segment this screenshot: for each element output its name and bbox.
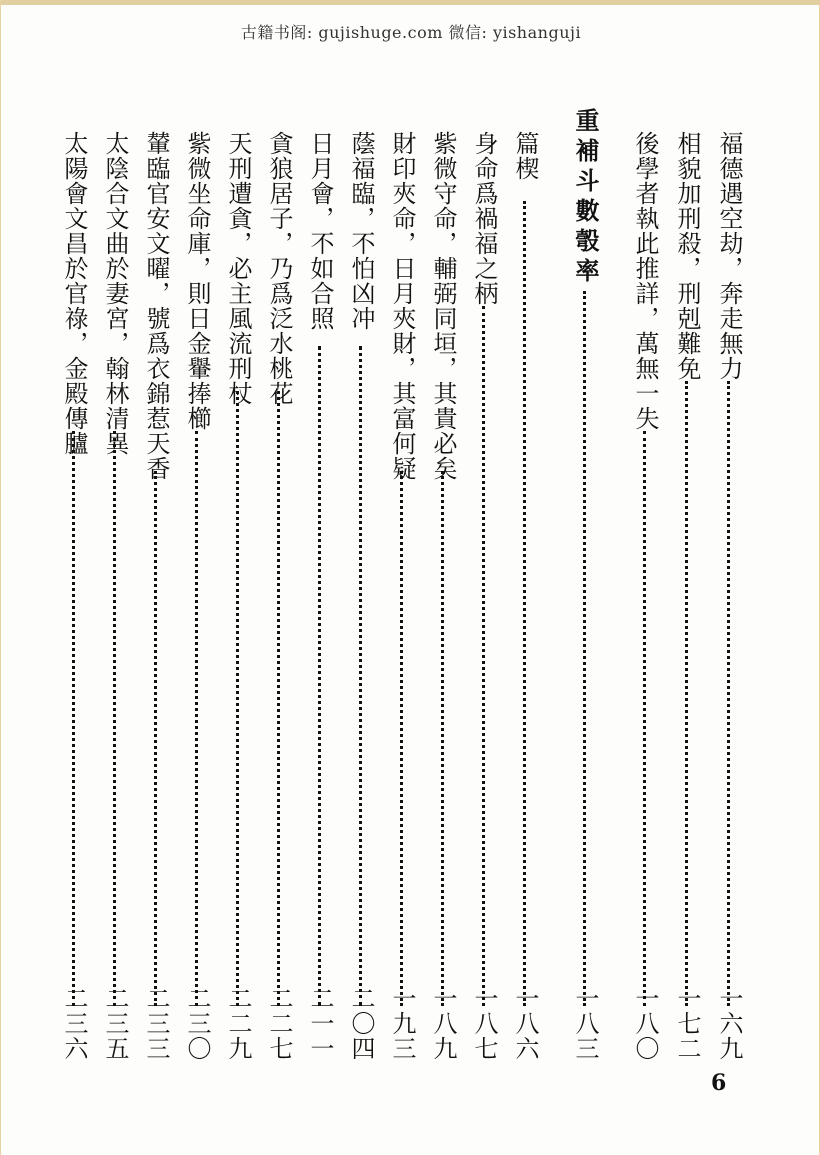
entry-page-number: 二二九 xyxy=(224,986,252,1061)
leader-dots xyxy=(277,391,280,1006)
leader-dots xyxy=(523,201,526,1006)
toc-entry xyxy=(303,131,337,1061)
entry-page-number: 二三六 xyxy=(60,986,88,1061)
leader-dots xyxy=(113,431,116,1006)
leader-dots xyxy=(195,431,198,1006)
toc-entry xyxy=(712,131,746,1061)
entry-title: 福德遇空劫，奔走無力 xyxy=(715,131,743,381)
entry-title: 紫微坐命庫，則日金轝捧櫛 xyxy=(183,131,211,431)
toc-entry xyxy=(180,131,214,1061)
entry-page-number: 一八〇 xyxy=(631,986,659,1061)
leader-dots xyxy=(359,346,362,1006)
entry-title: 貪狼居子，乃爲泛水桃花 xyxy=(265,131,293,406)
toc-entry xyxy=(467,131,501,1061)
entry-page-number: 一六九 xyxy=(715,986,743,1061)
toc-entry xyxy=(139,131,173,1061)
toc-entry xyxy=(508,131,542,1061)
toc-heading xyxy=(568,108,602,1061)
entry-title: 輦臨官安文曜，號爲衣錦惹天香 xyxy=(142,131,170,481)
toc-entry xyxy=(670,131,704,1061)
leader-dots xyxy=(583,291,586,1006)
top-border xyxy=(1,0,820,5)
leader-dots xyxy=(236,391,239,1006)
section-heading: 重補斗數彀率 xyxy=(571,108,600,288)
leader-dots xyxy=(318,346,321,1006)
entry-title: 蔭福臨，不怕凶冲 xyxy=(347,131,375,331)
entry-page-number: 一八三 xyxy=(571,986,599,1061)
entry-page-number: 二二七 xyxy=(265,986,293,1061)
toc-entry xyxy=(221,131,255,1061)
toc-entry xyxy=(98,131,132,1061)
leader-dots xyxy=(727,381,730,1006)
entry-title: 篇楔 xyxy=(511,131,539,181)
entry-page-number: 二三〇 xyxy=(183,986,211,1061)
toc-entry xyxy=(385,131,419,1061)
leader-dots xyxy=(482,306,485,1006)
leader-dots xyxy=(685,381,688,1006)
entry-title: 太陽會文昌於官祿，金殿傳臚 xyxy=(60,131,88,456)
toc-entry xyxy=(628,131,662,1061)
toc-entry xyxy=(344,131,378,1061)
entry-title: 財印夾命，日月夾財，其富何疑 xyxy=(388,131,416,481)
entry-title: 天刑遭貪，必主風流刑杖 xyxy=(224,131,252,406)
entry-page-number: 二三五 xyxy=(101,986,129,1061)
entry-title: 紫微守命，輔弼同垣，其貴必矣 xyxy=(429,131,457,481)
entry-title: 相貌加刑殺，刑剋難免 xyxy=(673,131,701,381)
leader-dots xyxy=(154,471,157,1006)
entry-page-number: 一八九 xyxy=(429,986,457,1061)
entry-page-number: 一七二 xyxy=(673,986,701,1061)
entry-title: 後學者執此推詳，萬無一失 xyxy=(631,131,659,431)
entry-title: 身命爲禍福之柄 xyxy=(470,131,498,306)
entry-page-number: 一八六 xyxy=(511,986,539,1061)
toc-entry xyxy=(426,131,460,1061)
leader-dots xyxy=(400,471,403,1006)
entry-page-number: 二一一 xyxy=(306,986,334,1061)
leader-dots xyxy=(643,431,646,1006)
entry-page-number: 一九三 xyxy=(388,986,416,1061)
toc-entry xyxy=(262,131,296,1061)
leader-dots xyxy=(72,431,75,1006)
entry-page-number: 二〇四 xyxy=(347,986,375,1061)
entry-page-number: 一八七 xyxy=(470,986,498,1061)
entry-title: 日月會，不如合照 xyxy=(306,131,334,331)
page-number: 6 xyxy=(711,1070,727,1096)
entry-page-number: 二三三 xyxy=(142,986,170,1061)
toc-entry xyxy=(57,131,91,1061)
leader-dots xyxy=(441,471,444,1006)
entry-title: 太陰合文曲於妻宮，翰林清異 xyxy=(101,131,129,456)
watermark-text: 古籍书阁: gujishuge.com 微信: yishanguji xyxy=(240,23,582,42)
